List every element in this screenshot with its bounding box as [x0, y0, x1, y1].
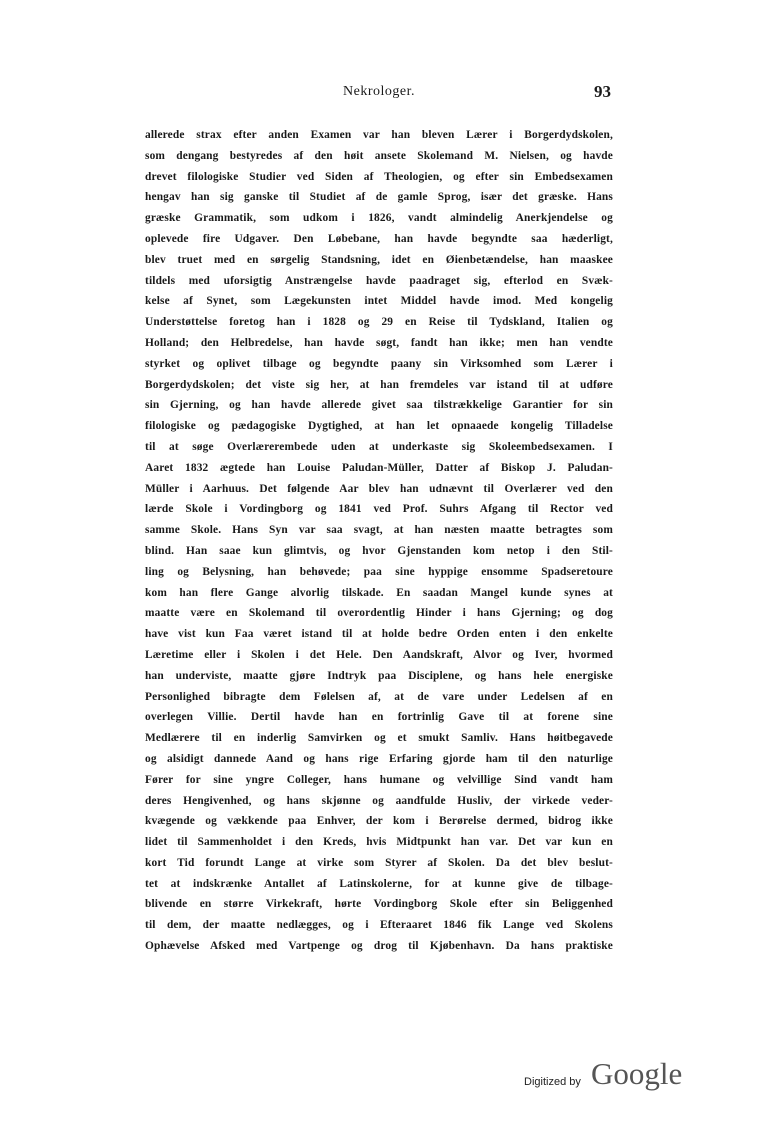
text-line: tet at indskrænke Antallet af Latinskolerne, for at kunne give de tilbage- — [145, 877, 613, 890]
text-line: tildels med uforsigtig Anstrængelse havde paadraget sig, efterlod en Svæk- — [145, 274, 613, 287]
text-line: oplevede fire Udgaver. Den Løbebane, han havde begyndte saa hæderligt, — [145, 232, 613, 245]
text-line: sin Gjerning, og han havde allerede givet saa tilstrækkelige Garantier for sin — [145, 399, 613, 412]
text-line: samme Skole. Hans Syn var saa svagt, at han næsten maatte betragtes som — [145, 524, 613, 537]
text-line: lærde Skole i Vordingborg og 1841 ved Prof. Suhrs Afgang til Rector ved — [145, 503, 613, 516]
text-line: blev truet med en sørgelig Standsning, idet en Øienbetændelse, han maaskee — [145, 253, 613, 266]
text-line: hengav han sig ganske til Studiet af de gamle Sprog, især det græske. Hans — [145, 191, 613, 204]
body-text — [145, 125, 613, 957]
text-line: deres Hengivenhed, og hans skjønne og aandfulde Husliv, der virkede veder- — [145, 794, 613, 807]
google-logo: Google — [591, 1056, 683, 1091]
text-line: filologiske og pædagogiske Dygtighed, at han let opnaaede kongelig Tilladelse — [145, 420, 613, 433]
text-line: have vist kun Faa været istand til at holde bedre Orden enten i den enkelte — [145, 628, 613, 641]
text-line: blind. Han saae kun glimtvis, og hvor Gjenstanden kom netop i den Stil- — [145, 544, 613, 557]
text-line: han underviste, maatte gjøre Indtryk paa Disciplene, og hans hele energiske — [145, 669, 613, 682]
text-line: til at søge Overlærerembede uden at underkaste sig Skoleembedsexamen. I — [145, 440, 613, 453]
page-number: 93 — [594, 82, 611, 101]
text-line: ling og Belysning, han behøvede; paa sine hyppige ensomme Spadseretoure — [145, 565, 613, 578]
running-title: Nekrologer. — [343, 84, 415, 99]
text-line: Læretime eller i Skolen i det Hele. Den Aandskraft, Alvor og Iver, hvormed — [145, 648, 613, 661]
text-line: allerede strax efter anden Examen var han bleven Lærer i Borgerdydskolen, — [145, 129, 613, 141]
text-line: til dem, der maatte nedlægges, og i Efteraaret 1846 fik Lange ved Skolens — [145, 919, 613, 932]
text-line: Understøttelse foretog han i 1828 og 29 en Reise til Tydskland, Italien og — [145, 316, 613, 329]
text-line: kort Tid forundt Lange at virke som Styrer af Skolen. Da det blev beslut- — [145, 856, 613, 869]
text-line: drevet filologiske Studier ved Siden af Theologien, og efter sin Embedsexamen — [145, 170, 613, 183]
text-line: lidet til Sammenholdet i den Kreds, hvis Midtpunkt han var. Det var kun en — [145, 836, 613, 849]
text-line: Borgerdydskolen; det viste sig her, at han fremdeles var istand til at udføre — [145, 378, 613, 391]
text-line: Aaret 1832 ægtede han Louise Paludan-Müller, Datter af Biskop J. Paludan- — [145, 461, 613, 474]
text-line: som dengang bestyredes af den høit ansete Skolemand M. Nielsen, og havde — [145, 149, 613, 162]
text-line: Müller i Aarhuus. Det følgende Aar blev han udnævnt til Overlærer ved den — [145, 482, 613, 495]
text-line: blivende en større Virkekraft, hørte Vordingborg Skole efter sin Beliggenhed — [145, 898, 613, 911]
text-line: Medlærere til en inderlig Samvirken og et smukt Samliv. Hans høitbegavede — [145, 732, 613, 745]
digitized-by-google-watermark — [524, 1056, 684, 1100]
text-line: Fører for sine yngre Colleger, hans humane og velvillige Sind vandt ham — [145, 773, 613, 786]
text-line: kvægende og vækkende paa Enhver, der kom i Berørelse dermed, bidrog ikke — [145, 815, 613, 828]
text-line: og alsidigt dannede Aand og hans rige Erfaring gjorde ham til den naturlige — [145, 752, 613, 765]
text-line: Ophævelse Afsked med Vartpenge og drog til Kjøbenhavn. Da hans praktiske — [145, 940, 613, 953]
text-line: overlegen Villie. Dertil havde han en fortrinlig Gave til at forene sine — [145, 711, 613, 724]
watermark-prefix: Digitized by — [524, 1076, 581, 1088]
text-line: Personlighed bibragte dem Følelsen af, at de vare under Ledelsen af en — [145, 690, 613, 703]
running-header — [145, 84, 613, 106]
text-line: Holland; den Helbredelse, han havde søgt, fandt han ikke; men han vendte — [145, 336, 613, 349]
text-line: kelse af Synet, som Lægekunsten intet Middel havde imod. Med kongelig — [145, 295, 613, 308]
text-line: kom han flere Gange alvorlig tilskade. En saadan Mangel kunde synes at — [145, 586, 613, 599]
text-line: styrket og oplivet tilbage og begyndte paany sin Virksomhed som Lærer i — [145, 357, 613, 370]
text-line: maatte være en Skolemand til overordentlig Hinder i hans Gjerning; og dog — [145, 607, 613, 620]
text-line: græske Grammatik, som udkom i 1826, vandt almindelig Anerkjendelse og — [145, 212, 613, 225]
